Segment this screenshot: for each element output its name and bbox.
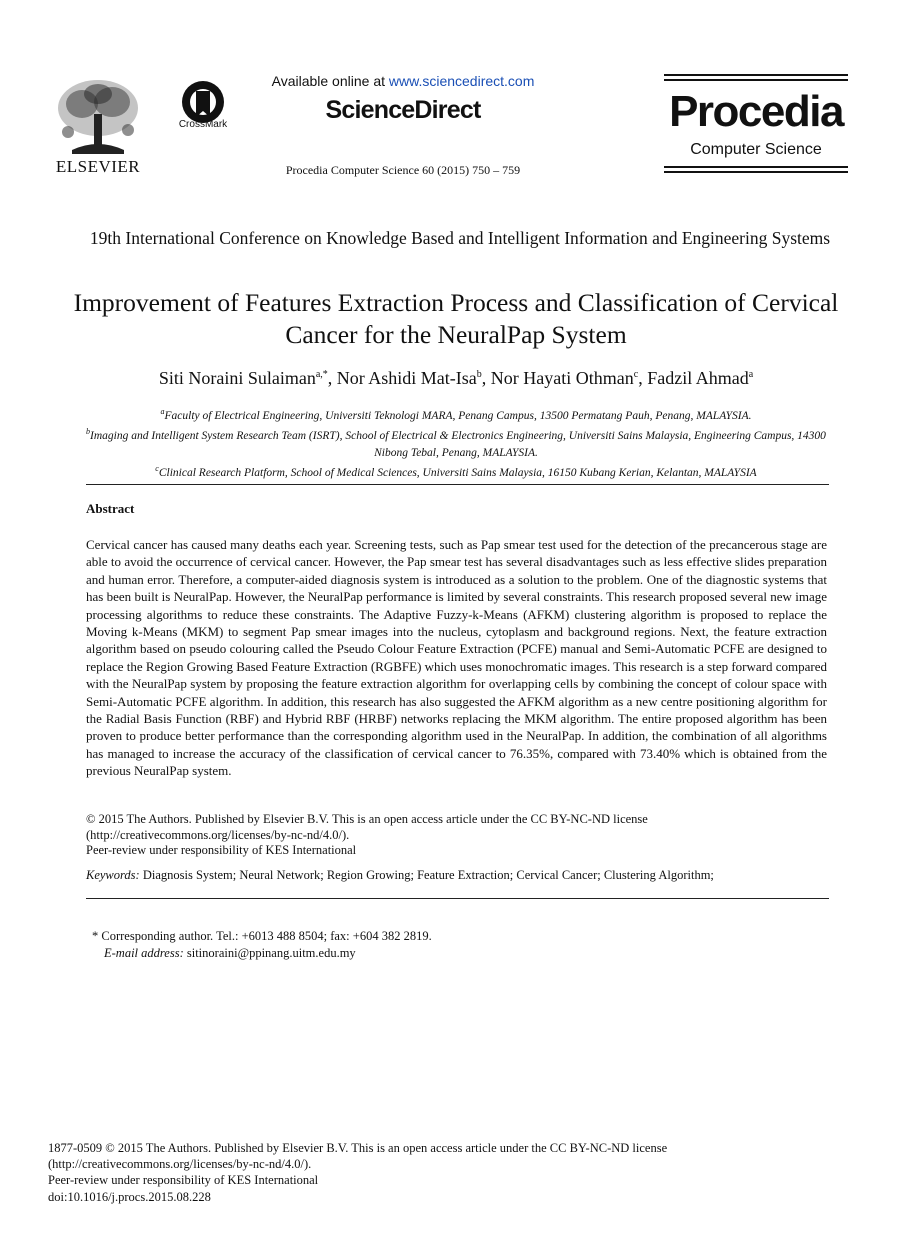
corresponding-email-line (92, 945, 792, 962)
author-affil-marker: a (748, 369, 754, 380)
footer-doi[interactable]: doi:10.1016/j.procs.2015.08.228 (48, 1189, 211, 1204)
license-link[interactable]: (http://creativecommons.org/licenses/by-nc-nd/4.0/). (86, 827, 350, 842)
affiliation-text: Imaging and Intelligent System Research Team (ISRT), School of Electrical & Electronics Engineering, Universiti Sains Malaysia, Engineering Campus, 14300 Nibong Tebal, Penang, MALAYSIA. (90, 430, 826, 459)
keywords (86, 868, 827, 883)
conference-name: 19th International Conference on Knowledge Based and Intelligent Information and Engineering Systems (89, 228, 831, 248)
section-divider (86, 898, 829, 899)
available-online (200, 73, 606, 89)
footer-peer-review: Peer-review under responsibility of KES International (48, 1173, 319, 1188)
keywords-label: Keywords: (86, 868, 140, 882)
elsevier-wordmark: ELSEVIER (55, 157, 141, 176)
author: Siti Noraini Sulaiman (158, 368, 316, 388)
affiliation-item (80, 404, 832, 424)
corresponding-contact: * Corresponding author. Tel.: +6013 488 8504; fax: +604 382 2819. (92, 929, 432, 943)
abstract-heading: Abstract (86, 501, 135, 516)
affiliation-item (80, 424, 832, 461)
footer-license: 1877-0509 © 2015 The Authors. Published by Elsevier B.V. This is an open access article under the CC BY-NC-ND license (48, 1141, 668, 1155)
author: Fadzil Ahmad (647, 368, 749, 388)
author-separator: , (638, 368, 648, 388)
affiliation-marker: a (160, 407, 165, 416)
abstract-body: Cervical cancer has caused many deaths each year. Screening tests, such as Pap smear test used for the detection of the precancerous stage are able to avoid the occurrence of cervical cancer. However, the Pap smear test has several disadvantages such as less effective slides preparation and human error. Therefore, a computer-aided diagnosis system is introduced as a solution to the problem. One of the diagnostic systems that has been built is NeuralPap. However, the NeuralPap performance is limited by several constraints. This research proposed several new image processing algorithms to reduce these constraints. The Adaptive Fuzzy-k-Means (AFKM) clustering algorithm is proposed to replace the Moving k-Means (MKM) to segment Pap smear images into the nucleus, cytoplasm and background regions. Next, the feature extraction algorithm based on pseudo colouring called the Pseudo Colour Feature Extraction (PCFE) manual and Semi-Automatic PCFE are designed to replace the Region Growing Based Feature Extraction (RGBFE) which uses monochromatic images. This research is a step forward compared with the NeuralPap system by proposing the feature extraction algorithm for overlapping cells by combining the concept of colour space with Semi-Automatic PCFE algorithm. In addition, this research has also suggested the AFKM algorithm as a new centre positioning algorithm for the Radial Basis Function (RBF) and Hybrid RBF (HRBF) networks replacing the MKM algorithm. The entire proposed algorithm has been proven to produce better performance than the corresponding algorithm used in the NeuralPap. In addition, the combination of all algorithms has managed to increase the accuracy of the classification of cervical cancer to 76.35%, compared with 73.40% which is obtained from the previous NeuralPap system. (86, 537, 827, 779)
page-footer (48, 1140, 808, 1205)
affiliation-text: Clinical Research Platform, School of Medical Sciences, Universiti Sains Malaysia, 16150 Kubang Kerian, Kelantan, MALAYSIA (158, 466, 757, 479)
procedia-logo-word: Procedia (669, 87, 843, 136)
author-affil-marker: a,* (315, 369, 328, 380)
available-prefix: Available online at (271, 73, 389, 89)
author-affil-marker: b (476, 369, 482, 380)
section-divider (86, 484, 829, 485)
journal-reference: Procedia Computer Science 60 (2015) 750 – 759 (285, 163, 521, 177)
procedia-rule-bottom (664, 166, 848, 173)
procedia-rule-top (664, 74, 848, 81)
affiliation-item (80, 461, 832, 481)
affiliation-text: Faculty of Electrical Engineering, Universiti Teknologi MARA, Penang Campus, 13500 Permatang Pauh, Penang, MALAYSIA. (164, 409, 752, 422)
license-notice (86, 812, 827, 859)
keywords-list: Diagnosis System; Neural Network; Region Growing; Feature Extraction; Cervical Cancer; Clustering Algorithm; (139, 868, 714, 882)
paper-title: Improvement of Features Extraction Process and Classification of Cervical Cancer for the NeuralPap System (73, 288, 839, 349)
email-address[interactable]: sitinoraini@ppinang.uitm.edu.my (183, 945, 356, 960)
author-separator: , (327, 368, 337, 388)
affiliation-marker: b (86, 427, 91, 437)
author-list (60, 368, 852, 389)
affiliations (80, 404, 832, 481)
author-affil-marker: c (633, 369, 639, 380)
license-line: © 2015 The Authors. Published by Elsevier B.V. This is an open access article under the CC BY-NC-ND license (86, 812, 648, 826)
footer-license-link[interactable]: (http://creativecommons.org/licenses/by-nc-nd/4.0/). (48, 1157, 312, 1172)
email-label: E-mail address: (104, 945, 184, 960)
sciencedirect-link[interactable]: www.sciencedirect.com (388, 73, 535, 89)
affiliation-marker: c (155, 464, 159, 474)
sciencedirect-brand: ScienceDirect (325, 96, 481, 124)
corresponding-author (92, 928, 792, 961)
author: Nor Hayati Othman (490, 368, 634, 388)
peer-review-line: Peer-review under responsibility of KES International (86, 843, 357, 857)
crossmark-label: CrossMark (178, 119, 228, 130)
author: Nor Ashidi Mat-Isa (336, 368, 477, 388)
author-separator: , (481, 368, 491, 388)
procedia-logo-subtitle: Computer Science (690, 141, 822, 158)
